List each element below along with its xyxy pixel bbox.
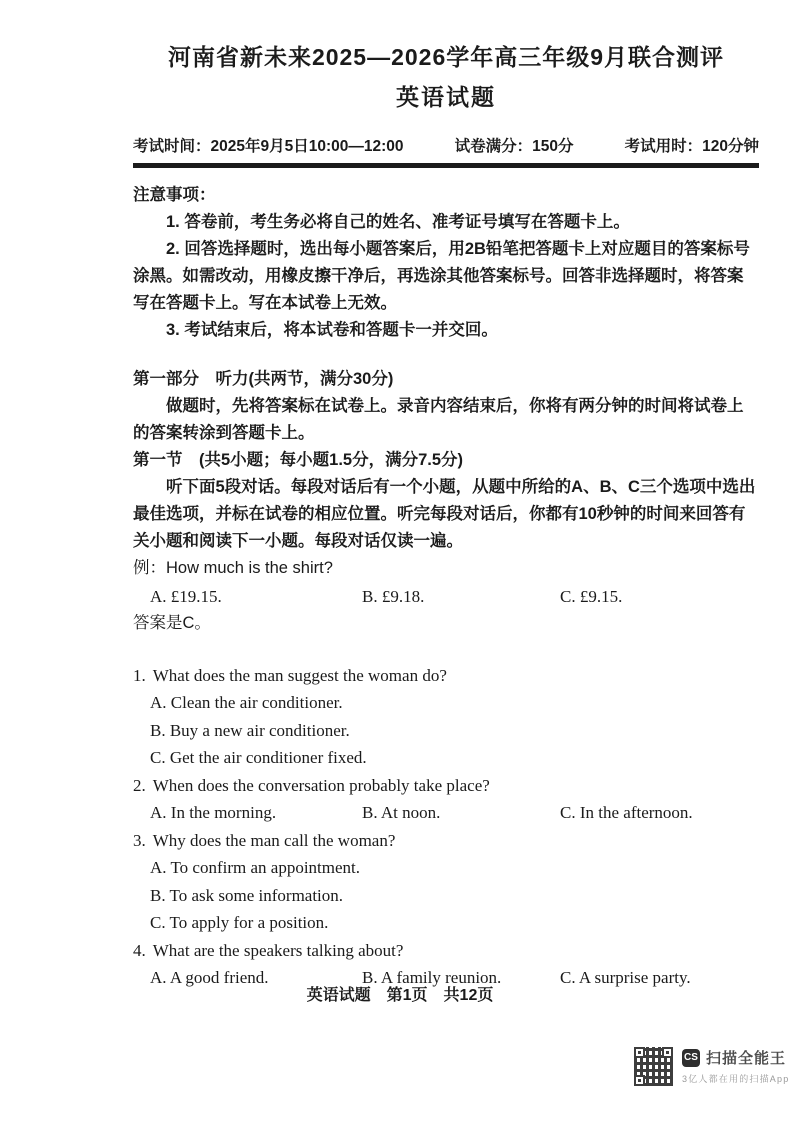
question-2 [133, 772, 759, 827]
notice-heading: 注意事项： [133, 186, 216, 204]
question-3-option-b: B. To ask some information. [150, 885, 344, 905]
qr-finder-icon [634, 1075, 645, 1086]
question-1-option-c: C. Get the air conditioner fixed. [150, 748, 367, 767]
watermark-app-name: 扫描全能王 [706, 1050, 787, 1067]
section1-instructions: 听下面5段对话。每段对话后有一个小题，从题中所给的A、B、C三个选项中选出最佳选项，并标在试卷的相应位置。听完每段对话后，你都有10秒钟的时间来回答有关小题和阅读下一小题。每段对话仅读一遍。 [133, 478, 756, 550]
question-2-number: 2. [133, 775, 146, 795]
question-4-option-a: A. A good friend. [150, 968, 269, 987]
exam-duration: 考试用时：120分钟 [624, 138, 759, 155]
question-1-option-b: B. Buy a new air conditioner. [150, 720, 350, 740]
question-3-text [133, 827, 759, 855]
exam-subject-title: 英语试题 [396, 84, 496, 110]
question-2-option-c: C. In the afternoon. [560, 803, 693, 822]
watermark-title-row [682, 1047, 789, 1068]
notice-item-2: 2. 回答选择题时，选出每小题答案后，用2B铅笔把答题卡上对应题目的答案标号涂黑。如需改动，用橡皮擦干净后，再选涂其他答案标号。回答非选择题时，将答案写在答题卡上。写在本试卷上无效。 [133, 240, 750, 312]
question-3-number: 3. [133, 830, 146, 850]
question-4-number: 4. [133, 940, 146, 960]
camscanner-watermark [634, 1047, 789, 1086]
section1-heading: 第一节 (共5小题；每小题1.5分，满分7.5分) [133, 451, 464, 469]
question-list [133, 662, 759, 992]
question-1-option-a: A. Clean the air conditioner. [150, 693, 343, 712]
exam-info-bar [133, 134, 759, 156]
part1-intro: 做题时，先将答案标在试卷上。录音内容结束后，你将有两分钟的时间将试卷上的答案转涂到答题卡上。 [133, 397, 744, 442]
example-option-a: A. £19.15. [150, 586, 222, 606]
example-options-row [133, 583, 759, 611]
qr-finder-icon [634, 1047, 645, 1058]
example-option-c: C. £9.15. [560, 586, 623, 606]
question-1-number: 1. [133, 665, 146, 685]
header-divider [133, 163, 759, 168]
qr-finder-icon [662, 1047, 673, 1058]
question-2-text [133, 772, 759, 800]
watermark-text-block [682, 1047, 789, 1085]
question-3-prompt: Why does the man call the woman? [152, 830, 396, 850]
notice-item-3: 3. 考试结束后，将本试卷和答题卡一并交回。 [166, 321, 498, 339]
question-2-options-row [133, 799, 759, 827]
question-3-option-a: A. To confirm an appointment. [150, 858, 361, 877]
exam-full-score: 试卷满分：150分 [454, 138, 574, 155]
question-1 [133, 662, 759, 772]
question-2-prompt: When does the conversation probably take place? [152, 775, 490, 795]
question-3-option-c: C. To apply for a position. [150, 913, 329, 932]
question-3 [133, 827, 759, 937]
exam-title: 河南省新未来2025—2026学年高三年级9月联合测评 [167, 44, 725, 70]
question-4-text [133, 937, 759, 965]
camscanner-logo-icon: CS [682, 1049, 700, 1067]
watermark-tagline: 3亿人都在用的扫描App [682, 1074, 790, 1084]
question-2-option-a: A. In the morning. [150, 803, 277, 822]
question-1-text [133, 662, 759, 690]
question-2-option-b: B. At noon. [362, 803, 441, 822]
question-4-option-b: B. A family reunion. [362, 968, 502, 987]
page-footer: 英语试题 第1页 共12页 [306, 987, 494, 1004]
question-1-prompt: What does the man suggest the woman do? [152, 665, 447, 685]
notice-section [133, 182, 759, 344]
example-option-b: B. £9.18. [362, 586, 425, 606]
example-prompt: 例：How much is the shirt? [133, 559, 333, 577]
question-4-prompt: What are the speakers talking about? [152, 940, 404, 960]
question-4-option-c: C. A surprise party. [560, 968, 691, 987]
example-answer: 答案是C。 [133, 614, 211, 632]
exam-time: 考试时间：2025年9月5日10:00—12:00 [133, 138, 404, 155]
qr-code-icon [634, 1047, 673, 1086]
page-content [133, 40, 759, 992]
notice-item-1: 1. 答卷前，考生务必将自己的姓名、准考证号填写在答题卡上。 [166, 213, 630, 231]
part1-heading: 第一部分 听力(共两节，满分30分) [133, 370, 394, 388]
